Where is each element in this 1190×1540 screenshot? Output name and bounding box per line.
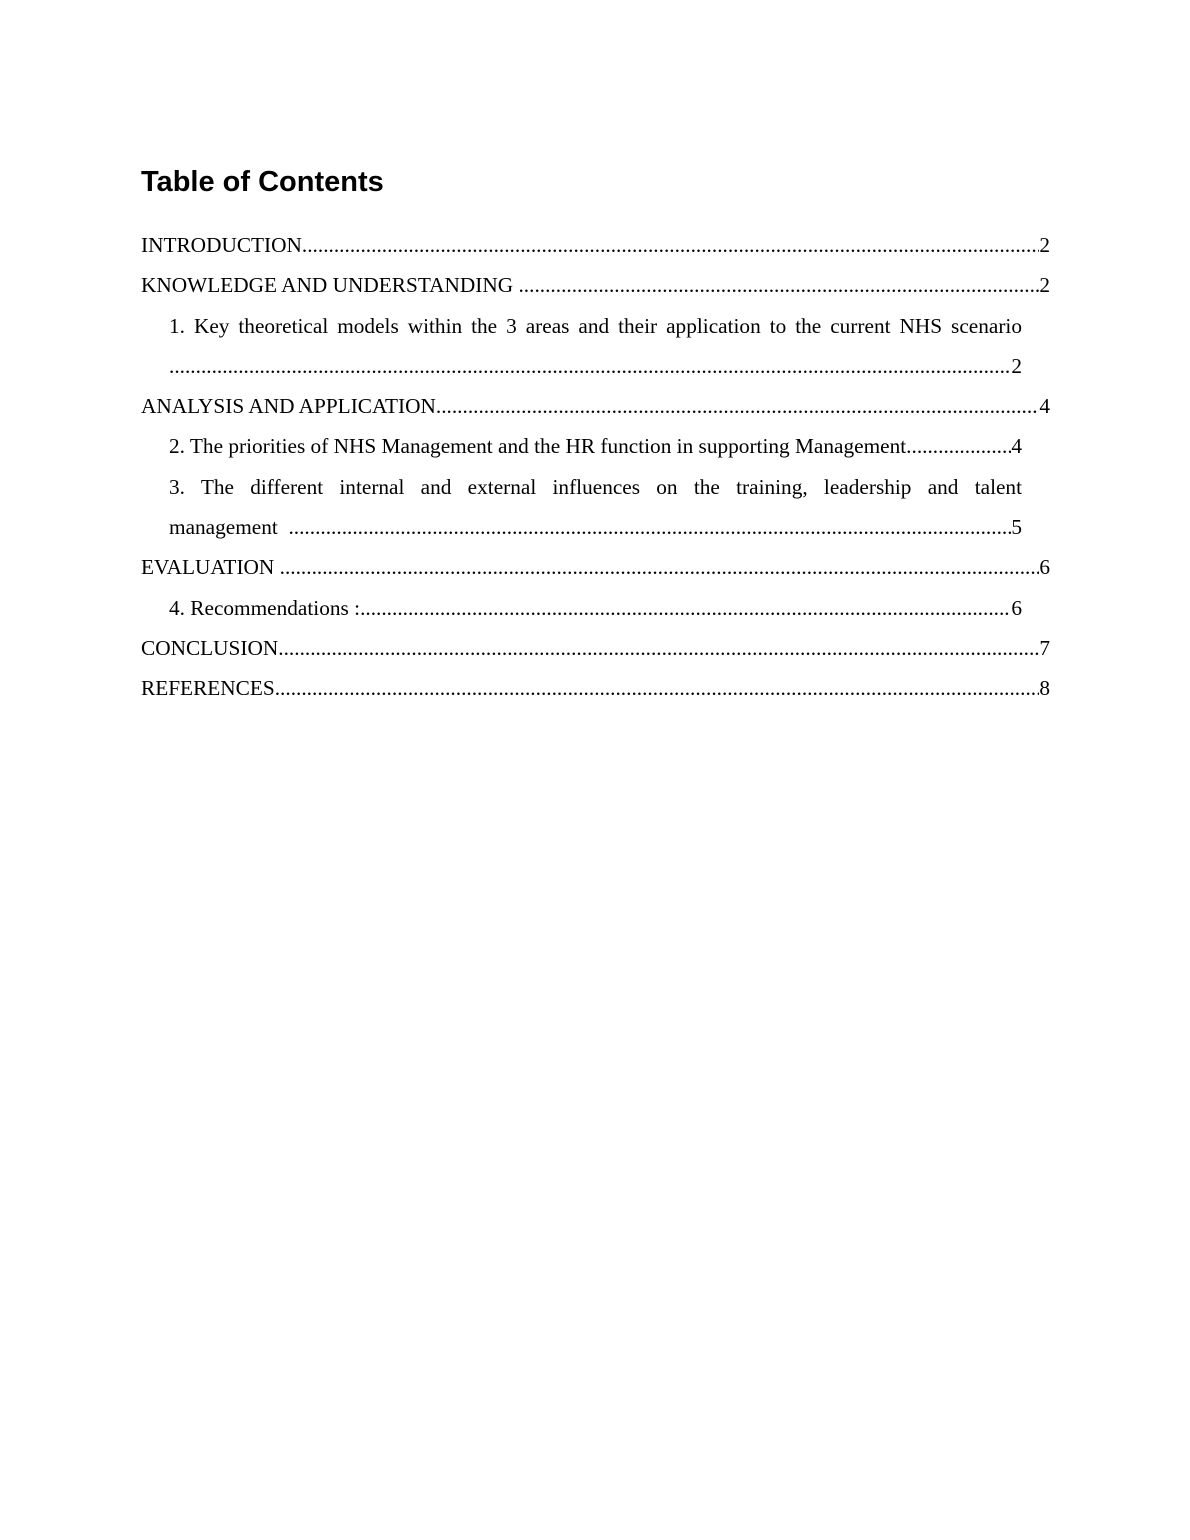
toc-leader-dots (906, 426, 1011, 466)
toc-entry-label: 1. Key theoretical models within the 3 areas and their application to the current NHS scenario (169, 313, 1022, 338)
toc-page-number: 6 (1039, 555, 1050, 580)
toc-entry-label: 4. Recommendations : (169, 595, 361, 620)
toc-page-number: 7 (1039, 635, 1050, 660)
toc-entry-priorities-of-nhs-management[interactable] (141, 426, 1022, 466)
toc-entry-label: ANALYSIS AND APPLICATION (141, 394, 436, 419)
toc-entry-recommendations[interactable] (141, 588, 1022, 628)
toc-leader-dots (302, 225, 1039, 265)
toc-entry-references[interactable] (141, 668, 1050, 708)
toc-page-number: 2 (1039, 273, 1050, 298)
toc-page-number: 4 (1039, 394, 1050, 419)
toc-entry-evaluation[interactable] (141, 547, 1050, 587)
toc-entry-key-theoretical-models[interactable] (141, 306, 1022, 387)
toc-leader-dots (275, 668, 1040, 708)
toc-entry-label: 2. The priorities of NHS Management and the HR function in supporting Management (169, 434, 907, 459)
toc-title: Table of Contents (141, 166, 384, 198)
toc-page-number: 4 (1011, 434, 1022, 459)
toc-entry-label: KNOWLEDGE AND UNDERSTANDING (141, 273, 519, 298)
toc-entry-label: 3. The different internal and external influences on the training, leadership and talent (169, 474, 1022, 499)
toc-entry-knowledge-and-understanding[interactable] (141, 265, 1050, 305)
toc-page-number: 8 (1039, 676, 1050, 701)
toc-entry-label: INTRODUCTION (141, 233, 302, 257)
toc-leader-dots (280, 547, 1040, 587)
toc-entry-analysis-and-application[interactable] (141, 386, 1050, 426)
toc-entry-label: CONCLUSION (141, 635, 279, 660)
toc-leader-dots (518, 265, 1039, 305)
toc-leader-dots (436, 386, 1039, 426)
toc-entry-conclusion[interactable] (141, 628, 1050, 668)
toc-entry-label: REFERENCES (141, 676, 275, 701)
toc-page-number: 6 (1011, 595, 1022, 620)
toc-page-number: 5 (1011, 515, 1022, 540)
toc-leader-dots (288, 507, 1011, 547)
toc-leader-dots (278, 628, 1039, 668)
toc-entry-introduction[interactable] (141, 225, 1050, 265)
toc-entry-label: EVALUATION (141, 555, 280, 580)
toc-leader-dots (169, 346, 1011, 386)
toc-leader-dots (360, 588, 1011, 628)
toc-entry-internal-external-influences[interactable] (141, 467, 1022, 548)
toc-page-number: 2 (1011, 353, 1022, 378)
table-of-contents (141, 225, 1050, 709)
toc-entry-label-continued: management (169, 515, 289, 540)
toc-page-number: 2 (1039, 233, 1050, 257)
